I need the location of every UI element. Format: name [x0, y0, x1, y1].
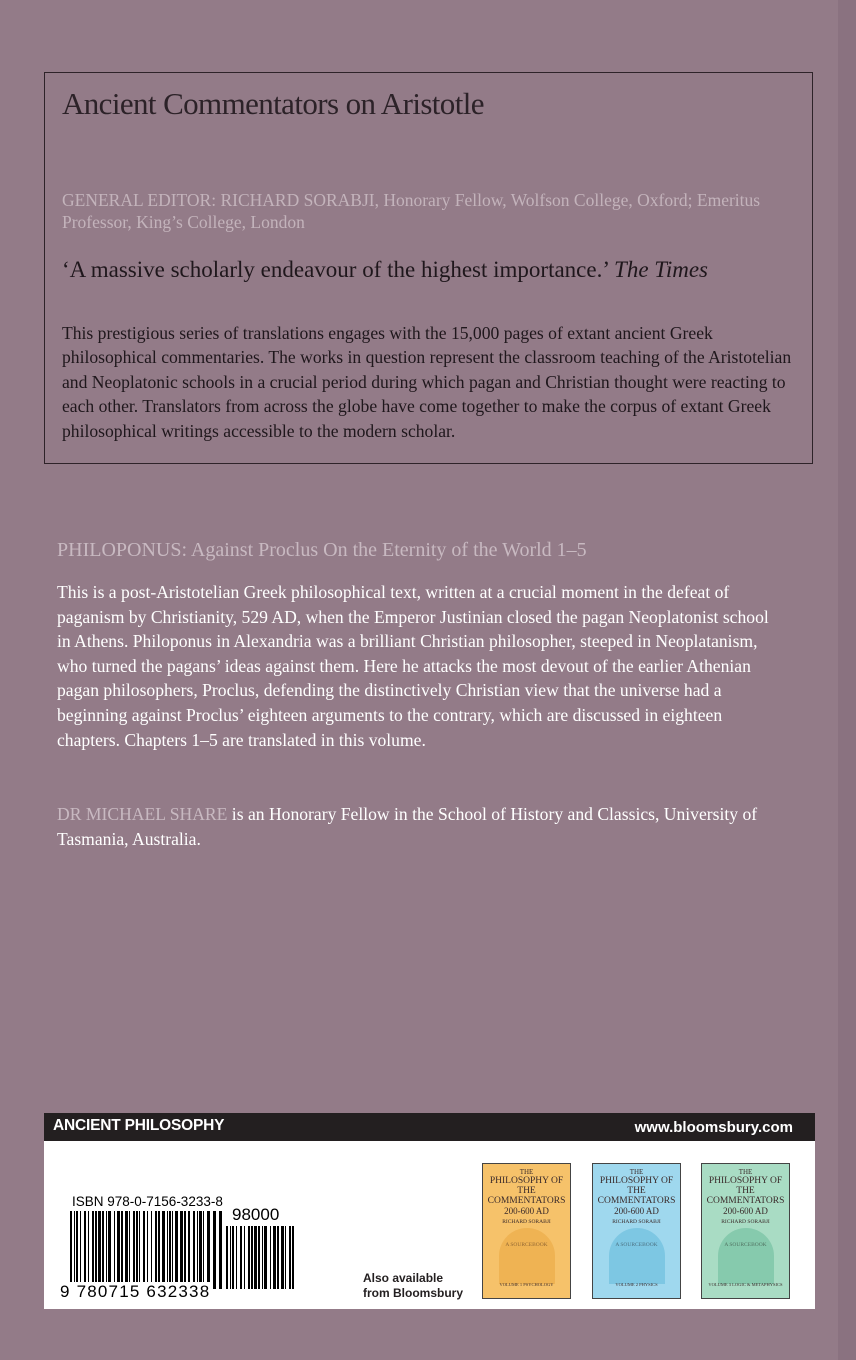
barcode-bar [230, 1226, 231, 1289]
barcode-bar [188, 1211, 190, 1289]
barcode-bar [281, 1226, 284, 1289]
related-book-header: THE [519, 1168, 534, 1176]
barcode-bar [80, 1211, 81, 1289]
barcode-bar [162, 1211, 165, 1289]
barcode-bar [102, 1211, 104, 1289]
barcode-bar [254, 1226, 257, 1289]
general-editor-label: GENERAL EDITOR: RICHARD SORABJI [62, 190, 375, 210]
barcode-bar [203, 1211, 204, 1289]
barcode-bar [92, 1211, 94, 1289]
barcode-digits: 9 780715 632338 [60, 1282, 211, 1301]
barcode-bar [108, 1211, 111, 1289]
related-book-dates: 200-600 AD [614, 1206, 659, 1216]
author-bio [57, 802, 777, 851]
price-code: 98000 [232, 1205, 280, 1224]
barcode-bar [98, 1211, 101, 1289]
barcode-bar [121, 1211, 123, 1289]
barcode-bar [277, 1226, 279, 1289]
barcode-bar [232, 1226, 234, 1289]
barcode-bar [248, 1226, 250, 1289]
book-description: This is a post-Aristotelian Greek philosophical text, written at a crucial moment in the defeat of paganism by Christianity, 529 AD, when the Emperor Justinian closed the pagan Neoplatonist school in Athens. Philoponus in Alexandria was a brilliant Christian philosopher, steeped in Neoplatanism, who turned the pagans’ ideas against them. Here he attacks the most devout of the earlier Athenian pagan philosophers, Proclus, defending the distinctively Christian view that the universe had a beginning against Proclus’ eighteen arguments to the contrary, which are discussed in eighteen chapters. Chapters 1–5 are translated in this volume. [57, 582, 769, 750]
barcode-bar [244, 1226, 245, 1289]
related-book-volume-1[interactable] [482, 1163, 571, 1299]
barcode-bar [180, 1211, 183, 1289]
barcode-bar [129, 1211, 130, 1289]
review-quote [62, 256, 802, 284]
barcode-bar [84, 1211, 86, 1289]
related-book-volume: VOLUME 1 PSYCHOLOGY [499, 1282, 554, 1287]
barcode-bar [143, 1211, 145, 1289]
price-barcode [226, 1226, 296, 1289]
barcode [70, 1211, 222, 1289]
barcode-bar [240, 1226, 242, 1289]
barcode-bar [175, 1211, 178, 1289]
barcode-bar [251, 1226, 253, 1289]
category-label: ANCIENT PHILOSOPHY [53, 1117, 225, 1134]
barcode-bar [289, 1226, 291, 1289]
category-bar [44, 1113, 815, 1141]
barcode-bar [70, 1211, 72, 1289]
related-book-header: THE [629, 1168, 644, 1176]
barcode-bar [262, 1226, 263, 1289]
quote-text: ‘A massive scholarly endeavour of the highest importance.’ [62, 257, 609, 282]
barcode-panel [44, 1141, 815, 1309]
related-book-dates: 200-600 AD [723, 1206, 768, 1216]
also-available [363, 1271, 463, 1301]
related-book-dates: 200-600 AD [504, 1206, 549, 1216]
also-available-line-1: Also available [363, 1271, 444, 1285]
isbn-label: ISBN 978-0-7156-3233-8 [72, 1194, 223, 1209]
related-book-title: PHILOSOPHY OF THE COMMENTATORS [706, 1176, 785, 1206]
barcode-bar [270, 1226, 271, 1289]
related-book-volume: VOLUME 3 LOGIC & METAPHYSICS [708, 1282, 783, 1287]
barcode-bar [155, 1211, 157, 1289]
barcode-bar [88, 1211, 89, 1289]
book-title: PHILOPONUS: Against Proclus On the Eternity of the World 1–5 [57, 539, 587, 561]
also-available-line-2: from Bloomsbury [363, 1286, 464, 1300]
publisher-website[interactable]: www.bloomsbury.com [634, 1119, 793, 1136]
related-book-title: PHILOSOPHY OF THE COMMENTATORS [487, 1176, 566, 1206]
related-book-author: RICHARD SORABJI [721, 1219, 770, 1225]
related-book-author: RICHARD SORABJI [502, 1219, 551, 1225]
barcode-bar [184, 1211, 186, 1289]
barcode-bar [136, 1211, 138, 1289]
barcode-bar [139, 1211, 140, 1289]
barcode-bar [147, 1211, 148, 1289]
barcode-bar [226, 1226, 228, 1289]
barcode-bar [158, 1211, 160, 1289]
related-book-volume-3[interactable] [701, 1163, 790, 1299]
barcode-bar [285, 1226, 286, 1289]
barcode-bar [193, 1211, 195, 1289]
quote-source: The Times [614, 257, 708, 282]
barcode-bar [219, 1211, 222, 1289]
related-book-author: RICHARD SORABJI [612, 1219, 661, 1225]
author-details: is an Honorary Fellow in the School of History and Classics, University of Tasmania, Australia. [57, 804, 758, 849]
barcode-bar [117, 1211, 120, 1289]
barcode-bar [273, 1226, 276, 1289]
related-book-volume-2[interactable] [592, 1163, 681, 1299]
related-book-volume: VOLUME 2 PHYSICS [615, 1282, 658, 1287]
barcode-bar [172, 1211, 173, 1289]
barcode-bar [207, 1211, 210, 1289]
barcode-bar [95, 1211, 97, 1289]
barcode-bar [167, 1211, 168, 1289]
related-book-header: THE [738, 1168, 753, 1176]
barcode-bar [76, 1211, 78, 1289]
barcode-bar [199, 1211, 202, 1289]
arch-illustration [609, 1228, 665, 1284]
general-editor-details: , Honorary Fellow, Wolfson College, Oxford; Emeritus Professor, King’s College, London [62, 190, 761, 232]
barcode-bar [74, 1211, 75, 1289]
barcode-bar [197, 1211, 198, 1289]
related-book-title: PHILOSOPHY OF THE COMMENTATORS [597, 1176, 676, 1206]
cover-edge [838, 0, 856, 1360]
series-title: Ancient Commentators on Aristotle [62, 86, 484, 121]
arch-illustration [718, 1228, 774, 1284]
author-name: DR MICHAEL SHARE [57, 804, 228, 824]
barcode-bar [114, 1211, 115, 1289]
barcode-bar [258, 1226, 260, 1289]
barcode-bar [151, 1211, 152, 1289]
general-editor [62, 189, 802, 233]
barcode-bar [106, 1211, 107, 1289]
barcode-bar [264, 1226, 267, 1289]
series-box [44, 72, 813, 464]
barcode-bar [125, 1211, 128, 1289]
barcode-bar [236, 1226, 237, 1289]
arch-illustration [499, 1228, 555, 1284]
barcode-bar [213, 1211, 216, 1289]
barcode-bar [169, 1211, 171, 1289]
series-description: This prestigious series of translations engages with the 15,000 pages of extant ancient Greek philosophical commentaries. The works in question represent the classroom teaching of the Aristotelian and Neoplatonic schools in a crucial period during which pagan and Christian thought were reacting to each other. Translators from across the globe have come together to make the corpus of extant Greek philosophical writings accessible to the modern scholar. [62, 323, 792, 441]
barcode-bar [292, 1226, 294, 1289]
barcode-bar [133, 1211, 135, 1289]
